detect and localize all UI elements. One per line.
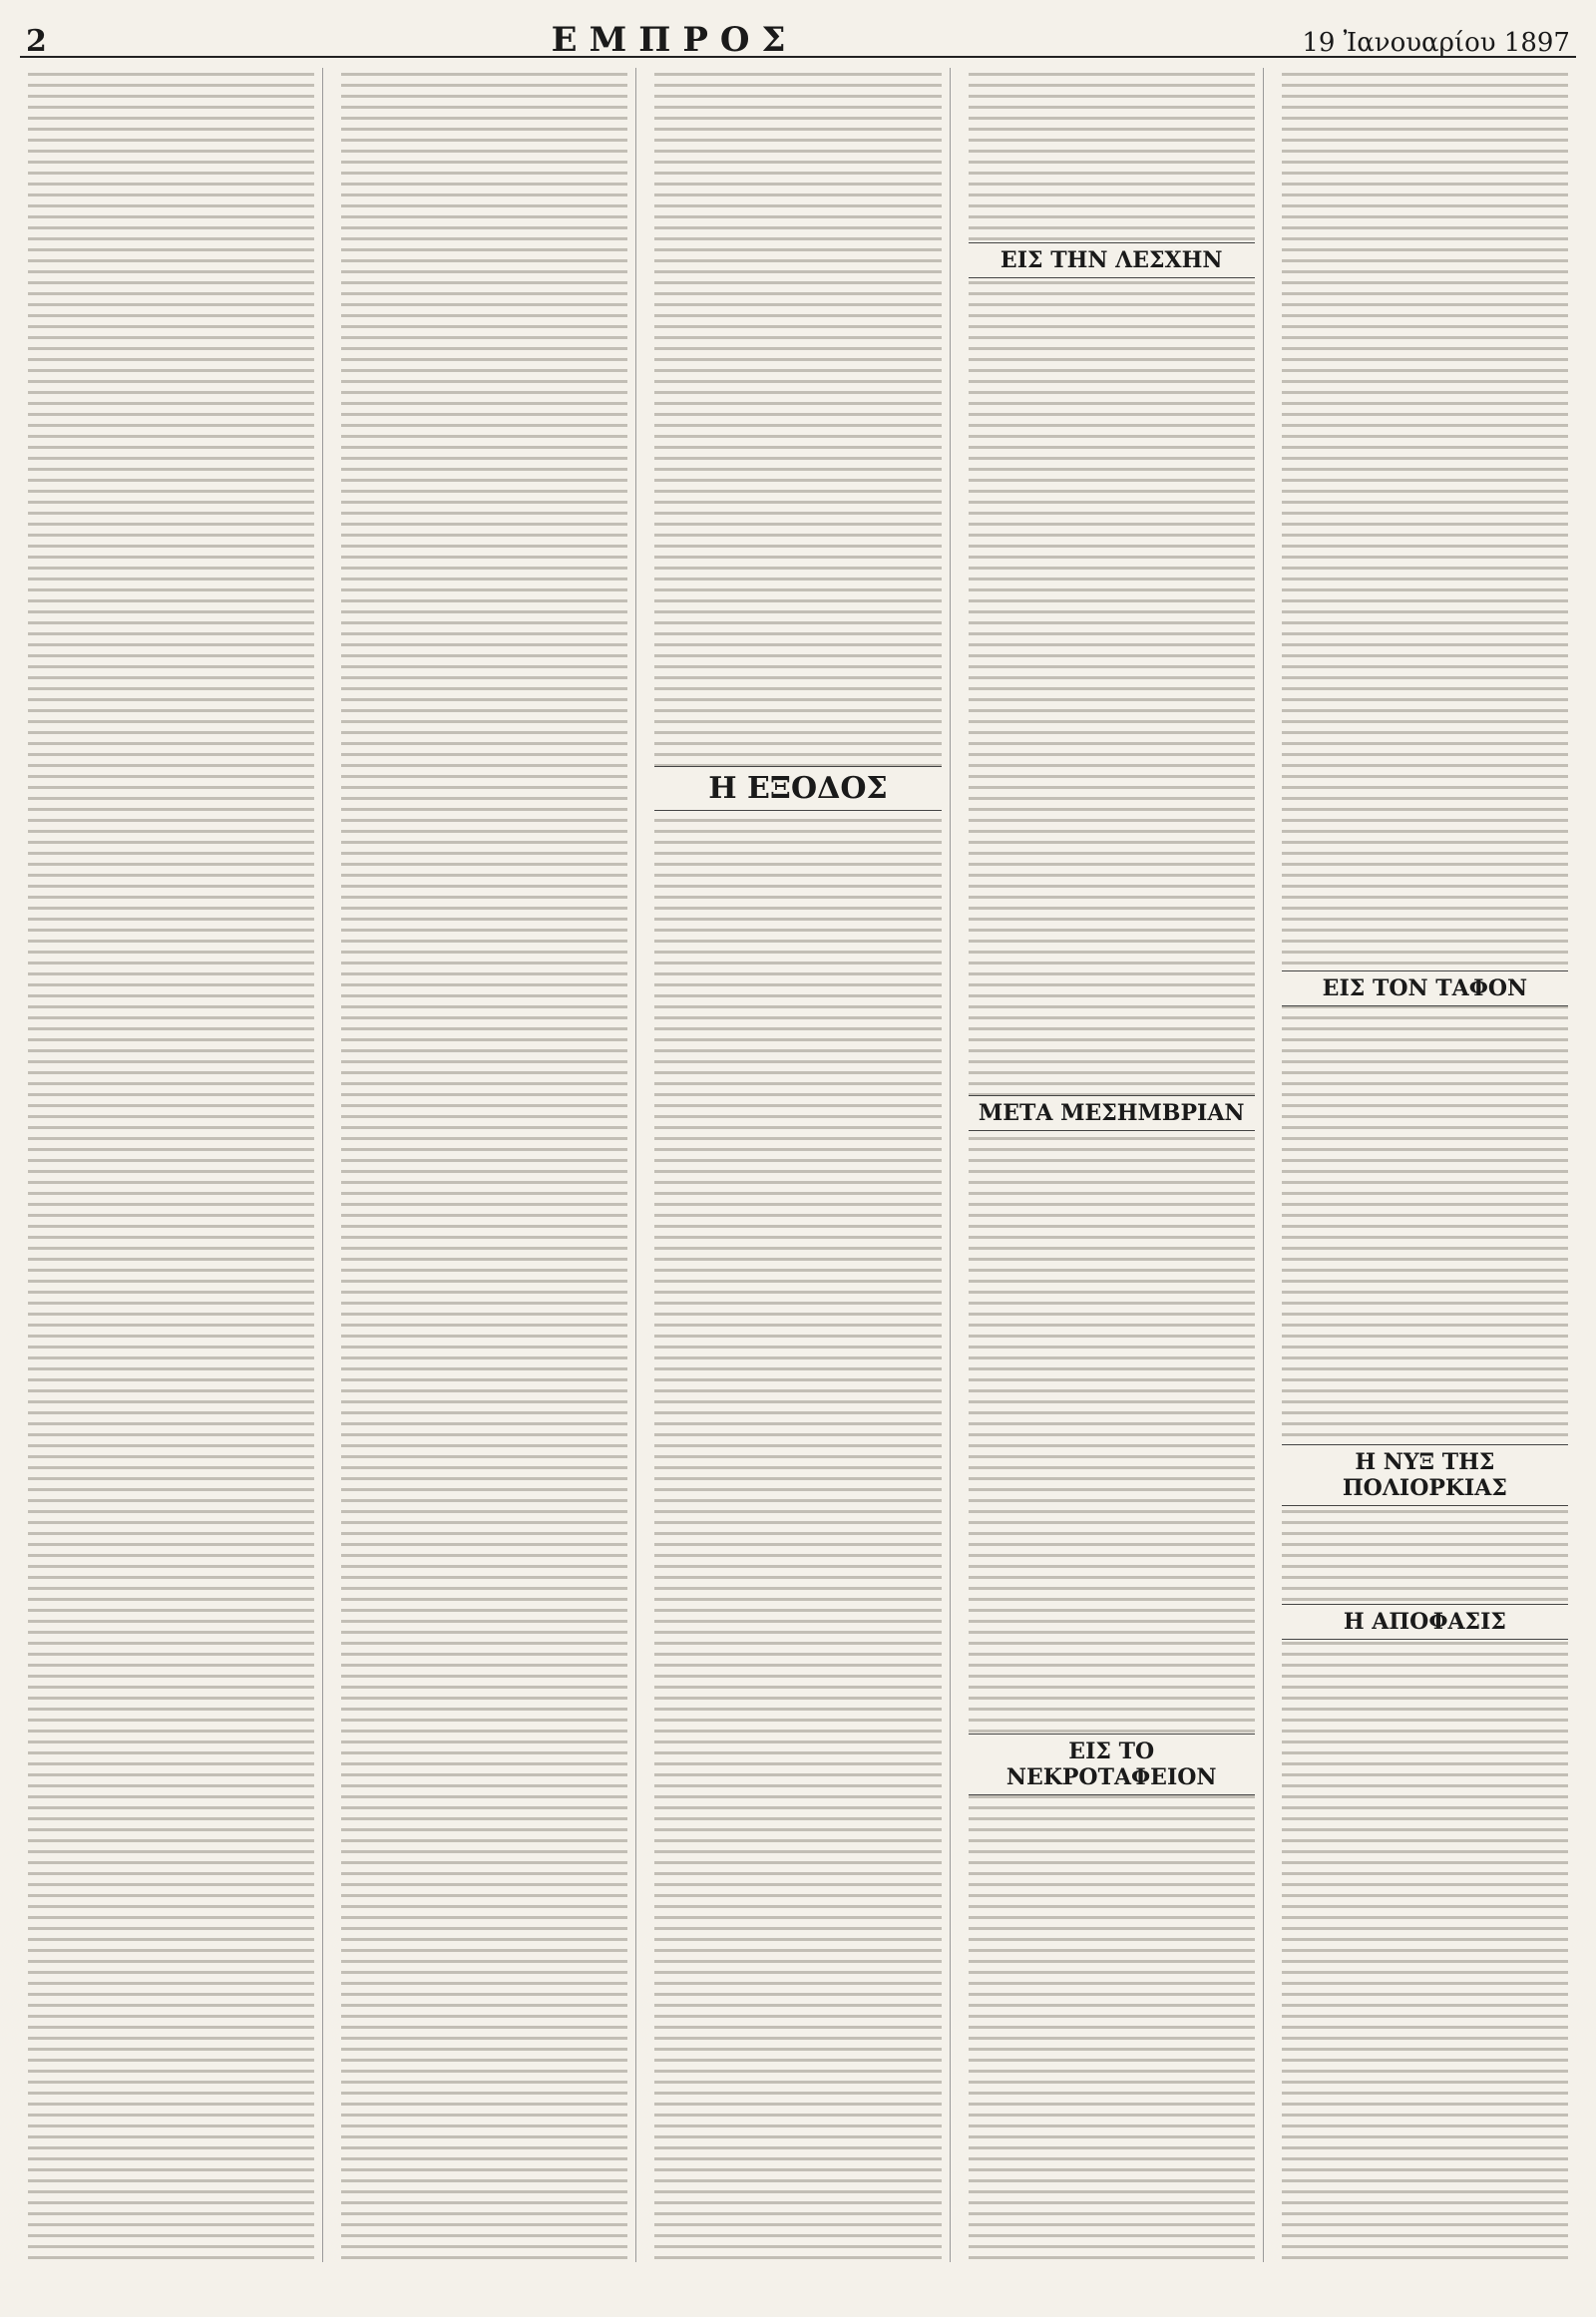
heading-exodos: Η ΕΞΟΔΟΣ [654,766,941,811]
column-3 [646,68,950,2262]
columns [20,68,1576,2262]
column-1 [20,68,323,2262]
newspaper-title: ΕΜΠΡΟΣ [551,20,798,60]
page-number: 2 [26,24,47,59]
heading-meta: ΜΕΤΑ ΜΕΣΗΜΒΡΙΑΝ [969,1095,1255,1131]
column-4 [961,68,1264,2262]
column-2 [333,68,636,2262]
column-5 [1274,68,1576,2262]
masthead [20,20,1576,58]
heading-lesxi: ΕΙΣ ΤΗΝ ΛΕΣΧΗΝ [969,242,1255,278]
issue-date: 19 Ἰανουαρίου 1897 [1302,28,1570,58]
heading-nyx: Η ΝΥΞ ΤΗΣ ΠΟΛΙΟΡΚΙΑΣ [1282,1444,1568,1506]
heading-nekro: ΕΙΣ ΤΟ ΝΕΚΡΟΤΑΦΕΙΟΝ [969,1734,1255,1795]
heading-apofasis: Η ΑΠΟΦΑΣΙΣ [1282,1604,1568,1640]
newspaper-page [20,20,1576,2277]
heading-tafon: ΕΙΣ ΤΟΝ ΤΑΦΟΝ [1282,970,1568,1006]
